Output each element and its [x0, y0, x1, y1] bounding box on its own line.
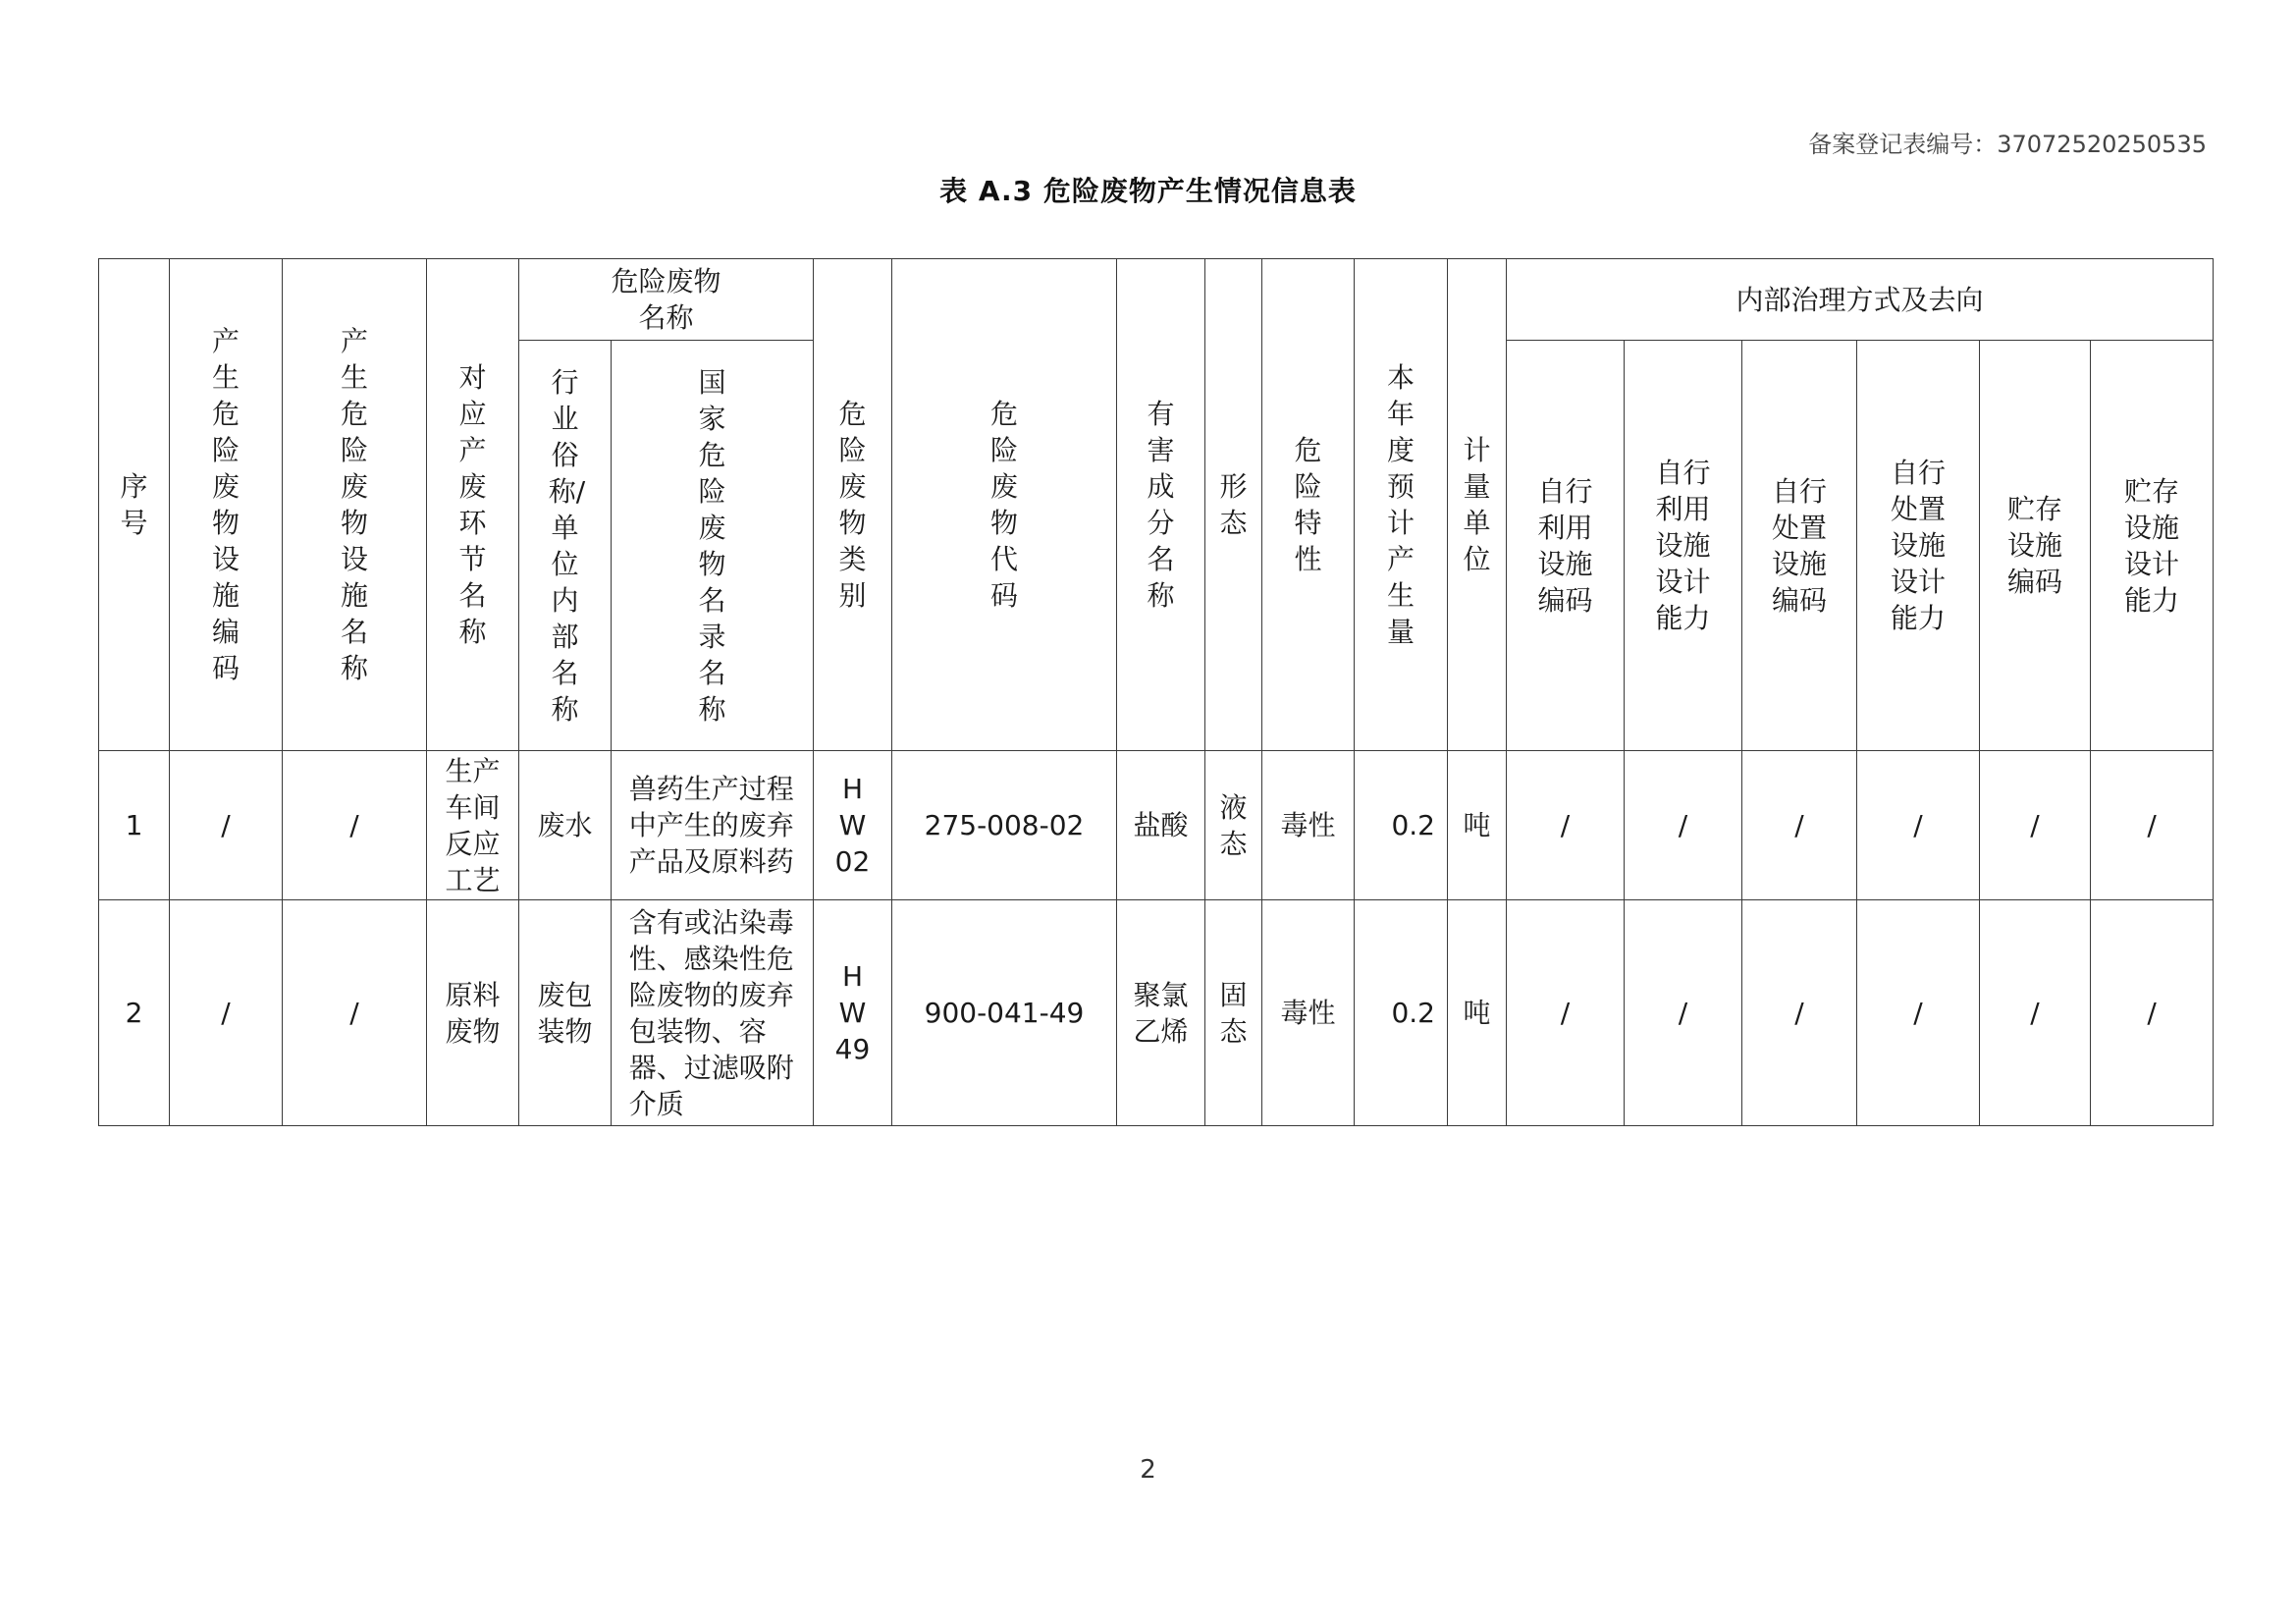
header-waste-name-group: 危险废物名称 [519, 259, 814, 341]
header-industry-name: 行业俗称/单位内部名称 [519, 341, 612, 751]
cell-self-disposal-capacity: / [1857, 751, 1980, 900]
cell-harmful: 聚氯乙烯 [1117, 900, 1205, 1126]
cell-facility-code: / [170, 751, 283, 900]
cell-storage-capacity: / [2091, 900, 2214, 1126]
header-seq: 序号 [99, 259, 170, 751]
cell-storage-code: / [1980, 900, 2091, 1126]
cell-form: 液态 [1205, 751, 1262, 900]
header-unit: 计量单位 [1448, 259, 1507, 751]
cell-category: HW49 [814, 900, 892, 1126]
header-national-name: 国家危险废物名录名称 [612, 341, 814, 751]
cell-seq: 1 [99, 751, 170, 900]
header-self-use-code: 自行利用设施编码 [1507, 341, 1625, 751]
cell-harmful: 盐酸 [1117, 751, 1205, 900]
header-self-disposal-capacity: 自行处置设施设计能力 [1857, 341, 1980, 751]
cell-property: 毒性 [1262, 751, 1355, 900]
cell-form: 固态 [1205, 900, 1262, 1126]
hazardous-waste-table [98, 258, 2214, 1126]
header-form: 形态 [1205, 259, 1262, 751]
cell-national-name: 含有或沾染毒性、感染性危险废物的废弃包装物、容器、过滤吸附介质 [612, 900, 814, 1126]
table-row [99, 751, 2214, 900]
cell-code: 275-008-02 [892, 751, 1117, 900]
cell-storage-code: / [1980, 751, 2091, 900]
record-number: 备案登记表编号：37072520250535 [1808, 131, 2207, 158]
cell-self-use-code: / [1507, 900, 1625, 1126]
page-number: 2 [1140, 1455, 1156, 1485]
cell-amount: 0.2 [1355, 751, 1448, 900]
header-storage-capacity: 贮存设施设计能力 [2091, 341, 2214, 751]
table-title: 表 A.3 危险废物产生情况信息表 [939, 175, 1357, 207]
cell-process-name: 生产车间反应工艺 [427, 751, 519, 900]
cell-facility-name: / [283, 900, 427, 1126]
header-self-use-capacity: 自行利用设施设计能力 [1625, 341, 1742, 751]
cell-storage-capacity: / [2091, 751, 2214, 900]
cell-self-use-capacity: / [1625, 900, 1742, 1126]
cell-amount: 0.2 [1355, 900, 1448, 1126]
cell-unit: 吨 [1448, 900, 1507, 1126]
cell-self-disposal-capacity: / [1857, 900, 1980, 1126]
cell-seq: 2 [99, 900, 170, 1126]
cell-industry-name: 废包装物 [519, 900, 612, 1126]
cell-facility-code: / [170, 900, 283, 1126]
header-category: 危险废物类别 [814, 259, 892, 751]
header-property: 危险特性 [1262, 259, 1355, 751]
header-facility-name: 产生危险废物设施名称 [283, 259, 427, 751]
header-harmful: 有害成分名称 [1117, 259, 1205, 751]
cell-national-name: 兽药生产过程中产生的废弃产品及原料药 [612, 751, 814, 900]
cell-unit: 吨 [1448, 751, 1507, 900]
header-facility-code: 产生危险废物设施编码 [170, 259, 283, 751]
cell-category: HW02 [814, 751, 892, 900]
cell-code: 900-041-49 [892, 900, 1117, 1126]
cell-self-disposal-code: / [1742, 900, 1857, 1126]
cell-process-name: 原料废物 [427, 900, 519, 1126]
cell-self-use-code: / [1507, 751, 1625, 900]
header-self-disposal-code: 自行处置设施编码 [1742, 341, 1857, 751]
header-storage-code: 贮存设施编码 [1980, 341, 2091, 751]
cell-self-disposal-code: / [1742, 751, 1857, 900]
cell-self-use-capacity: / [1625, 751, 1742, 900]
header-process-name: 对应产废环节名称 [427, 259, 519, 751]
table-row [99, 900, 2214, 1126]
header-amount: 本年度预计产生量 [1355, 259, 1448, 751]
cell-facility-name: / [283, 751, 427, 900]
header-treatment-group: 内部治理方式及去向 [1507, 259, 2214, 341]
header-code: 危险废物代码 [892, 259, 1117, 751]
cell-industry-name: 废水 [519, 751, 612, 900]
cell-property: 毒性 [1262, 900, 1355, 1126]
